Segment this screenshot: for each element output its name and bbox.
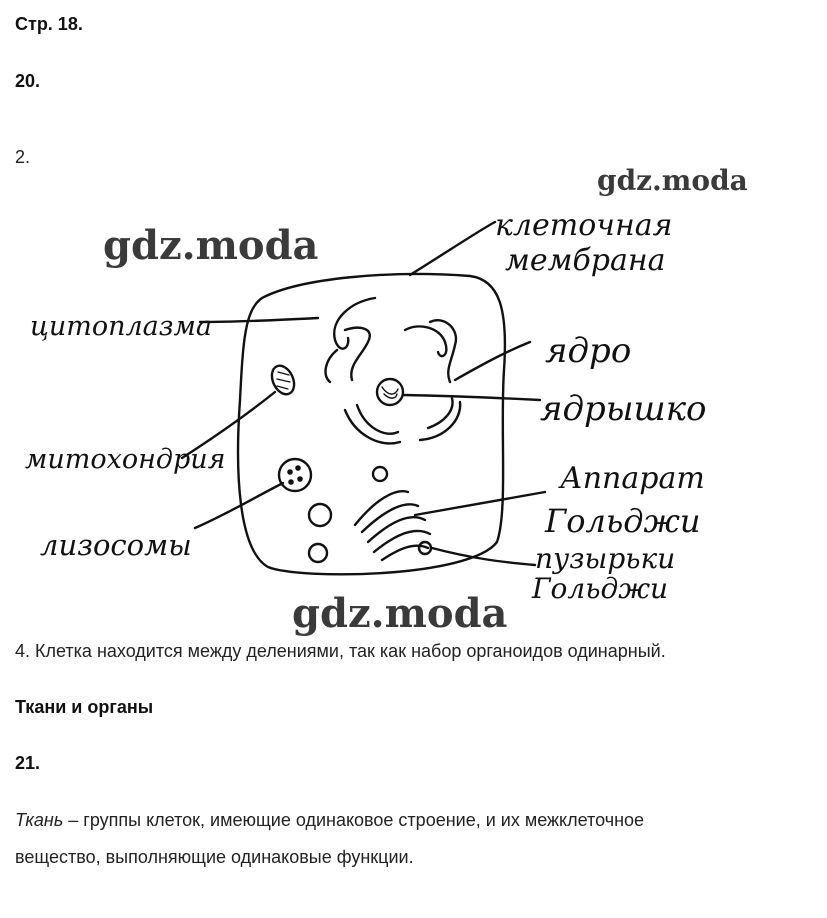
label-membrane-1: клеточная — [495, 208, 673, 243]
leader-membrane — [410, 222, 495, 275]
section-heading: Ткани и органы — [15, 697, 154, 717]
page-ref: Стр. 18. — [15, 14, 83, 34]
definition-line-2: вещество, выполняющие одинаковые функции. — [15, 847, 414, 867]
leader-nucleus — [455, 342, 530, 380]
nucleus-fold-left — [326, 298, 375, 382]
small-vesicle-3 — [309, 544, 327, 562]
task-number-21: 21. — [15, 753, 41, 773]
small-vesicle-2 — [309, 504, 331, 526]
leader-golgi — [415, 492, 545, 515]
watermark-top-right: gdz.moda — [597, 164, 748, 197]
leader-vesicles — [432, 548, 535, 565]
label-nucleolus: ядрышко — [540, 389, 707, 429]
label-lysosomes: лизосомы — [40, 528, 192, 562]
label-golgi-1: Аппарат — [560, 461, 705, 496]
label-vesicles-1: пузырьки — [535, 542, 676, 575]
watermark-bottom: gdz.moda — [292, 590, 508, 637]
watermark-left: gdz.moda — [103, 222, 319, 269]
definition-line-1 — [15, 810, 644, 831]
nucleolus — [377, 379, 403, 405]
nucleus-fold-bottom — [345, 405, 400, 443]
label-golgi-2: Гольджи — [545, 502, 701, 540]
item-number-2: 2. — [15, 147, 31, 167]
label-nucleus: ядро — [545, 331, 632, 371]
item-4-text: 4. Клетка находится между делениями, так как набор органоидов одинарный. — [15, 641, 666, 661]
definition-line-1-rest: – группы клеток, имеющие одинаковое строение, и их межклеточное — [63, 810, 645, 830]
leader-nucleolus — [403, 395, 540, 400]
leader-cytoplasm — [200, 318, 318, 322]
nucleus-fold-bottom-right — [420, 398, 460, 440]
definition-term: Ткань — [15, 810, 64, 830]
label-cytoplasm: цитоплазма — [30, 311, 212, 342]
small-vesicle-1 — [373, 467, 387, 481]
label-vesicles-2: Гольджи — [532, 572, 669, 605]
label-mitochondrion: митохондрия — [25, 444, 226, 475]
label-membrane-2: мембрана — [505, 243, 666, 278]
lysosome — [279, 459, 311, 491]
task-number-20: 20. — [15, 71, 41, 91]
nucleus-fold-right — [405, 320, 456, 382]
